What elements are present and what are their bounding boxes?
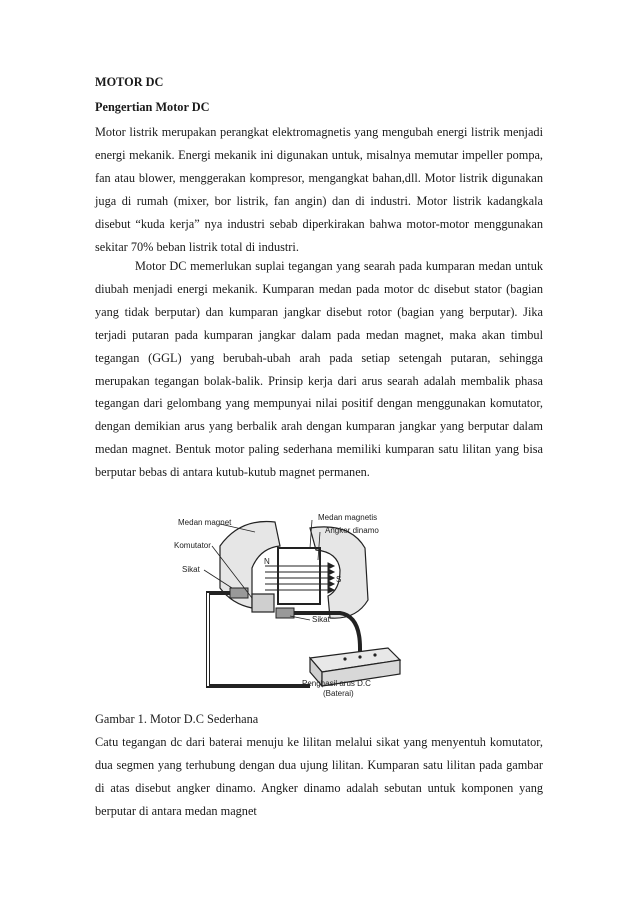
label-sikat-left: Sikat xyxy=(182,565,200,574)
label-komutator: Komutator xyxy=(174,541,211,550)
paragraph-2-text: Motor DC memerlukan suplai tegangan yang searah pada kumparan medan untuk diubah menjadi energi mekanik. Kumparan medan pada motor dc disebut stator (bagian yang tidak berputar) dan kumparan jangkar disebut rotor (bagian yang berputar). Jika terjadi putaran pada kumparan jangkar dalam pada medan magnet, maka akan timbul tegangan (GGL) yang berubah-ubah arah pada setiap setengah putaran, sehingga merupakan tegangan bolak-balik. Prinsip kerja dari arus searah adalah membalik phasa tegangan dari gelombang yang mempunyai nilai positif dengan menggunakan komutator, dengan demikian arus yang berbalik arah dengan kumparan jangkar yang berputar dalam medan magnet. Bentuk motor paling sederhana memiliki kumparan satu lilitan yang bisa berputar bebas di antara kutub-kutub magnet permanen. xyxy=(95,259,543,480)
label-medan-magnetis: Medan magnetis xyxy=(318,513,378,522)
paragraph-1 xyxy=(95,121,543,258)
caption-block xyxy=(95,708,543,823)
label-sikat-right: Sikat xyxy=(312,615,330,624)
section-heading: Pengertian Motor DC xyxy=(95,100,210,114)
header-block xyxy=(95,70,543,120)
label-pole-n: N xyxy=(264,557,270,566)
paragraph-3-text: Catu tegangan dc dari baterai menuju ke lilitan melalui sikat yang menyentuh komutator, dua segmen yang terhubung dengan dua ujung lilitan. Kumparan satu lilitan pada gambar di atas disebut angker dinamo. Angker dinamo adalah sebutan untuk komponen yang berputar di antara medan magnet xyxy=(95,734,543,818)
motor-dc-illustration xyxy=(160,508,440,704)
label-penghasil: Penghasil arus D.C xyxy=(302,679,371,688)
motor-dc-diagram xyxy=(160,508,440,704)
label-pole-s: S xyxy=(336,575,342,584)
page-title: MOTOR DC xyxy=(95,75,164,89)
label-angker-dinamo: Angker dinamo xyxy=(325,526,379,535)
paragraph-2 xyxy=(95,255,543,484)
magnetic-field-lines xyxy=(265,563,334,593)
label-medan-magnet: Medan magnet xyxy=(178,518,232,527)
armature-coil xyxy=(278,548,320,604)
commutator-shape xyxy=(252,594,274,612)
label-baterai: (Baterai) xyxy=(323,689,354,698)
paragraph-1-text: Motor listrik merupakan perangkat elektromagnetis yang mengubah energi listrik menjadi energi mekanik. Energi mekanik ini digunakan untuk, misalnya memutar impeller pompa, fan atau blower, menggerakan kompresor, mengangkat bahan,dll. Motor listrik digunakan juga di rumah (mixer, bor listrik, fan angin) dan di industri. Motor listrik kadangkala disebut “kuda kerja” nya industri sebab diperkirakan bahwa motor-motor menggunakan sekitar 70% beban listrik total di industri. xyxy=(95,125,543,254)
figure-caption: Gambar 1. Motor D.C Sederhana xyxy=(95,712,259,726)
